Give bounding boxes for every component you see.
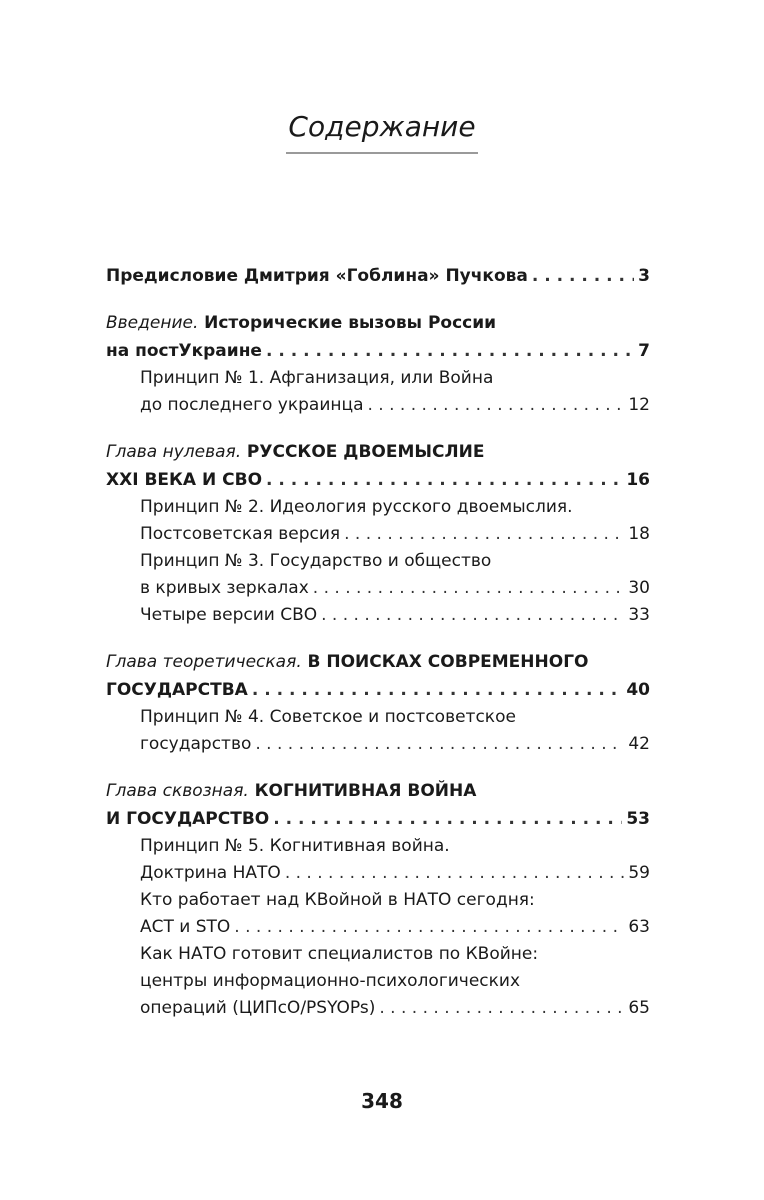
toc-page-number: 59 — [628, 863, 650, 883]
dot-leader — [230, 914, 624, 941]
toc-heading-line[interactable] — [106, 337, 650, 365]
section-title: ГОСУДАРСТВА — [106, 680, 248, 700]
toc-subentry[interactable]: Доктрина НАТО . . . 59 — [140, 860, 650, 887]
section-label: Глава теоретическая. — [106, 652, 302, 672]
dot-leader — [281, 860, 625, 887]
section-label: Глава нулевая. — [106, 442, 242, 462]
toc-subentry[interactable]: операций (ЦИПсО/PSYOPs) . . . 65 — [140, 995, 650, 1022]
table-of-contents — [106, 262, 650, 1022]
dot-leader — [248, 676, 623, 704]
toc-heading-line[interactable] — [106, 466, 650, 494]
toc-page-number: 30 — [628, 578, 650, 598]
toc-page-number: 63 — [628, 917, 650, 937]
toc-subentry[interactable]: Принцип № 4. Советское и постсоветское — [140, 707, 516, 727]
toc-subentry[interactable]: Постсоветская версия . . . 18 — [140, 521, 650, 548]
toc-subentry[interactable]: Кто работает над КВойной в НАТО сегодня: — [140, 890, 535, 910]
toc-subentry[interactable]: Принцип № 3. Государство и общество — [140, 551, 492, 571]
dot-leader — [317, 602, 624, 629]
toc-subentry[interactable]: АСТ и STO . . . 63 — [140, 914, 650, 941]
toc-heading-line[interactable] — [106, 309, 650, 337]
toc-heading-line[interactable] — [106, 438, 650, 466]
toc-page-number: 3 — [638, 266, 650, 286]
section-title: XXI ВЕКА И СВО — [106, 470, 263, 490]
toc-page-number: 33 — [628, 605, 650, 625]
toc-subentry[interactable]: Принцип № 2. Идеология русского двоемыслия. — [140, 497, 573, 517]
toc-page-number: 65 — [628, 998, 650, 1018]
section-title: КОГНИТИВНАЯ ВОЙНА — [254, 781, 477, 801]
toc-entry-text: Предисловие Дмитрия «Гоблина» Пучкова — [106, 266, 528, 286]
page-number: 348 — [361, 1089, 403, 1113]
toc-subentry[interactable]: государство . . . 42 — [140, 731, 650, 758]
section-title: И ГОСУДАРСТВО — [106, 809, 270, 829]
section-label: Глава сквозная. — [106, 781, 249, 801]
toc-heading-line[interactable] — [106, 777, 650, 805]
toc-subentry[interactable]: Принцип № 1. Афганизация, или Война — [140, 368, 494, 388]
dot-leader — [340, 521, 624, 548]
section-label: Введение. — [106, 313, 199, 333]
section-title: на постУкраине — [106, 341, 262, 361]
toc-page-number: 16 — [626, 470, 650, 490]
dot-leader — [309, 575, 625, 602]
toc-heading-line[interactable] — [106, 805, 650, 833]
toc-page-number: 18 — [628, 524, 650, 544]
toc-entry-preface[interactable] — [106, 262, 650, 290]
section-title: В ПОИСКАХ СОВРЕМЕННОГО — [307, 652, 589, 672]
toc-subentry[interactable]: Четыре версии СВО . . . 33 — [140, 602, 650, 629]
toc-subentry[interactable]: в кривых зеркалах . . . 30 — [140, 575, 650, 602]
toc-subentry[interactable]: Как НАТО готовит специалистов по КВойне: — [140, 944, 539, 964]
dot-leader — [262, 337, 634, 365]
toc-subentry[interactable]: центры информационно-психологических — [140, 971, 521, 991]
section-title: РУССКОЕ ДВОЕМЫСЛИЕ — [246, 442, 485, 462]
toc-subentry[interactable]: до последнего украинца . . . 12 — [140, 392, 650, 419]
toc-page-number: 12 — [628, 395, 650, 415]
toc-page-number: 42 — [628, 734, 650, 754]
dot-leader — [262, 466, 622, 494]
dot-leader — [364, 392, 625, 419]
dot-leader — [375, 995, 624, 1022]
toc-section-chapter-zero — [106, 438, 650, 629]
toc-page-number: 53 — [626, 809, 650, 829]
dot-leader — [269, 805, 622, 833]
dot-leader — [251, 731, 624, 758]
section-title: Исторические вызовы России — [204, 313, 497, 333]
toc-section-intro — [106, 309, 650, 419]
page-title: Содержание — [286, 108, 477, 154]
toc-heading-line[interactable] — [106, 676, 650, 704]
toc-section-chapter-cross — [106, 777, 650, 1022]
page-title-wrap — [0, 108, 764, 154]
toc-page-number: 7 — [638, 341, 650, 361]
toc-section-chapter-theory — [106, 648, 650, 758]
toc-heading-line[interactable] — [106, 648, 650, 676]
toc-page-number: 40 — [626, 680, 650, 700]
dot-leader — [528, 262, 634, 290]
toc-subentry[interactable]: Принцип № 5. Когнитивная война. — [140, 836, 450, 856]
